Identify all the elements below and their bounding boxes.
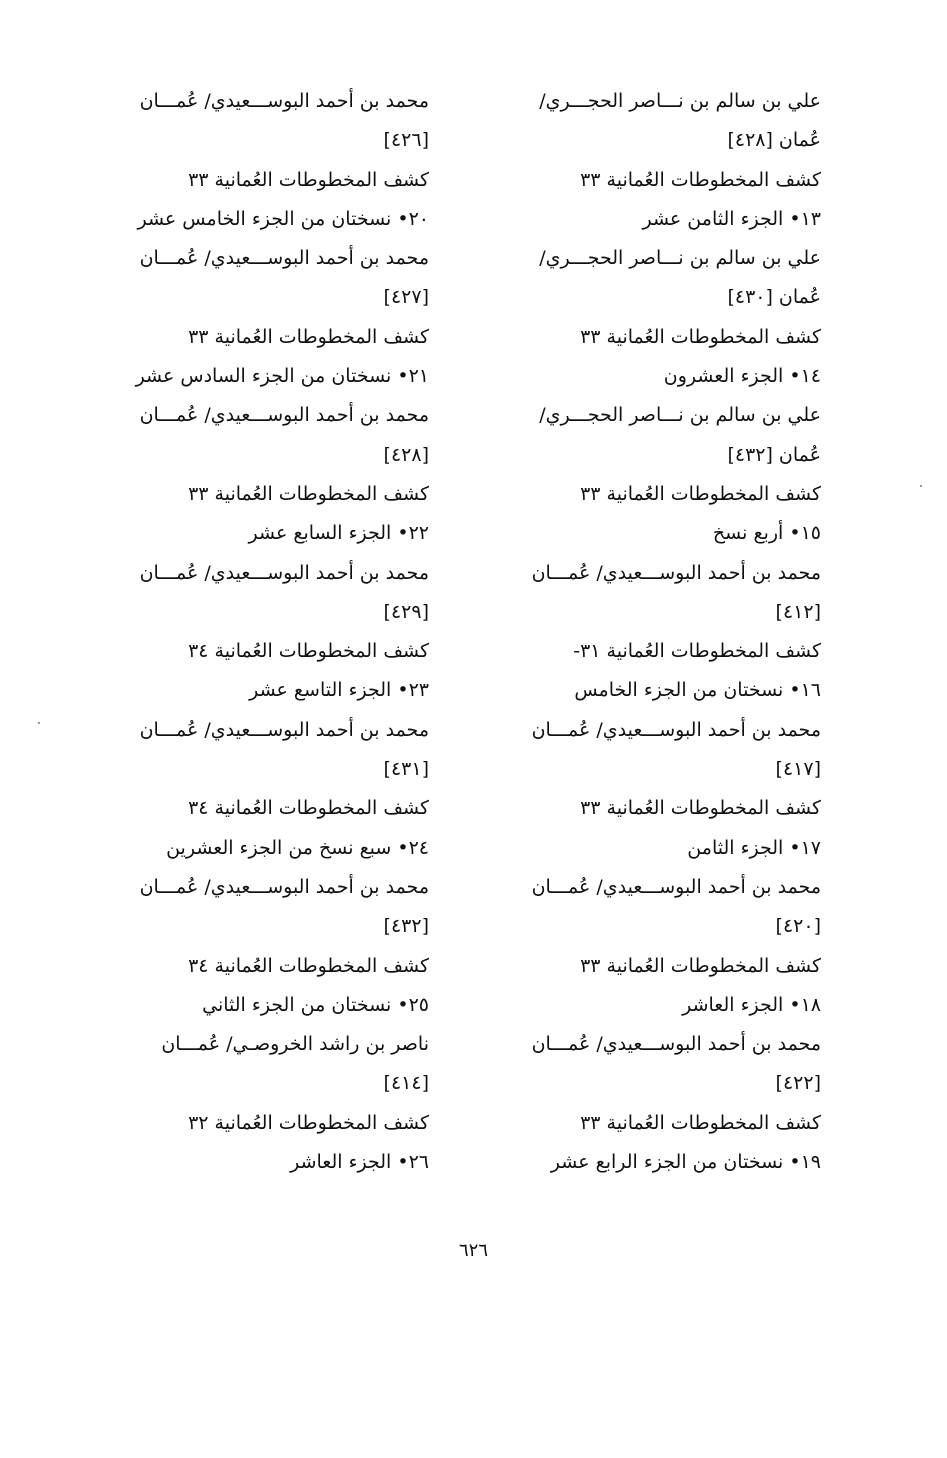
list-item: كشف المخطوطات العُمانية ٣٣ [188, 325, 429, 348]
list-item: محمد بن أحمد البوســـعيدي/ عُمـــان [139, 718, 429, 741]
list-item: محمد بن أحمد البوســـعيدي/ عُمـــان [139, 875, 429, 898]
list-item: علي بن سالم بن نـــاصر الحجـــري/ [539, 90, 821, 112]
entry-heading: ٢٠• نسختان من الجزء الخامس عشر [137, 207, 429, 230]
entry-heading: ١٤• الجزء العشرون [663, 365, 821, 388]
list-item: كشف المخطوطات العُمانية ٣٢ [188, 1111, 429, 1134]
list-item: كشف المخطوطات العُمانية ٣١- [573, 640, 821, 663]
list-item: علي بن سالم بن نـــاصر الحجـــري/ [539, 404, 821, 427]
list-item: [٤٢٧] [383, 286, 429, 309]
entry-heading: ١٨• الجزء العاشر [682, 993, 821, 1016]
list-item: كشف المخطوطات العُمانية ٣٣ [580, 797, 821, 820]
list-item: محمد بن أحمد البوســـعيدي/ عُمـــان [139, 247, 429, 270]
entry-heading: ٢١• نسختان من الجزء السادس عشر [135, 365, 429, 388]
left-column [89, 82, 429, 1182]
list-item: [٤٢٦] [383, 129, 429, 152]
list-item: [٤٢٢] [775, 1072, 821, 1095]
list-item: كشف المخطوطات العُمانية ٣٣ [580, 1111, 821, 1134]
list-item: محمد بن أحمد البوســـعيدي/ عُمـــان [139, 90, 429, 112]
entry-heading: ١٧• الجزء الثامن [687, 836, 821, 859]
list-item: كشف المخطوطات العُمانية ٣٣ [188, 168, 429, 191]
list-item: [٤٣١] [383, 758, 429, 781]
entry-heading: ٢٦• الجزء العاشر [290, 1151, 429, 1174]
scan-speck [38, 722, 40, 724]
list-item: محمد بن أحمد البوســـعيدي/ عُمـــان [531, 875, 821, 898]
entry-heading: ٢٤• سبع نسخ من الجزء العشرين [166, 836, 429, 859]
list-item: محمد بن أحمد البوســـعيدي/ عُمـــان [531, 1033, 821, 1056]
list-item: عُمان [٤٣٠] [727, 286, 821, 309]
entry-heading: ٢٣• الجزء التاسع عشر [249, 679, 429, 702]
list-item: كشف المخطوطات العُمانية ٣٣ [580, 168, 821, 191]
list-item: عُمان [٤٢٨] [727, 129, 821, 152]
list-item: كشف المخطوطات العُمانية ٣٤ [188, 640, 429, 663]
page-number: ٦٢٦ [458, 1240, 488, 1261]
list-item: [٤١٤] [383, 1072, 429, 1095]
list-item: محمد بن أحمد البوســـعيدي/ عُمـــان [531, 718, 821, 741]
list-item: كشف المخطوطات العُمانية ٣٣ [580, 325, 821, 348]
list-item: ناصر بن راشد الخروصـي/ عُمـــان [161, 1033, 429, 1056]
list-item: [٤٢٨] [383, 443, 429, 466]
list-item: كشف المخطوطات العُمانية ٣٣ [580, 482, 821, 505]
list-item: [٤٢٠] [775, 915, 821, 938]
entry-heading: ١٦• نسختان من الجزء الخامس [574, 679, 821, 702]
entry-heading: ٢٥• نسختان من الجزء الثاني [202, 993, 429, 1016]
list-item: [٤١٢] [775, 600, 821, 623]
list-item: كشف المخطوطات العُمانية ٣٣ [580, 954, 821, 977]
list-item: محمد بن أحمد البوســـعيدي/ عُمـــان [139, 561, 429, 584]
list-item: [٤٣٢] [383, 915, 429, 938]
right-column [471, 82, 821, 1182]
list-item: علي بن سالم بن نـــاصر الحجـــري/ [539, 247, 821, 270]
list-item: كشف المخطوطات العُمانية ٣٤ [188, 954, 429, 977]
entry-heading: ١٥• أربع نسخ [712, 522, 821, 545]
list-item: [٤٢٩] [383, 600, 429, 623]
list-item: [٤١٧] [775, 758, 821, 781]
list-item: عُمان [٤٣٢] [727, 443, 821, 466]
list-item: كشف المخطوطات العُمانية ٣٣ [188, 482, 429, 505]
list-item: كشف المخطوطات العُمانية ٣٤ [188, 797, 429, 820]
scan-speck [920, 485, 922, 487]
list-item: محمد بن أحمد البوســـعيدي/ عُمـــان [531, 561, 821, 584]
entry-heading: ١٣• الجزء الثامن عشر [642, 207, 821, 230]
entry-heading: ١٩• نسختان من الجزء الرابع عشر [550, 1151, 821, 1174]
entry-heading: ٢٢• الجزء السابع عشر [248, 522, 429, 545]
list-item: محمد بن أحمد البوســـعيدي/ عُمـــان [139, 404, 429, 427]
